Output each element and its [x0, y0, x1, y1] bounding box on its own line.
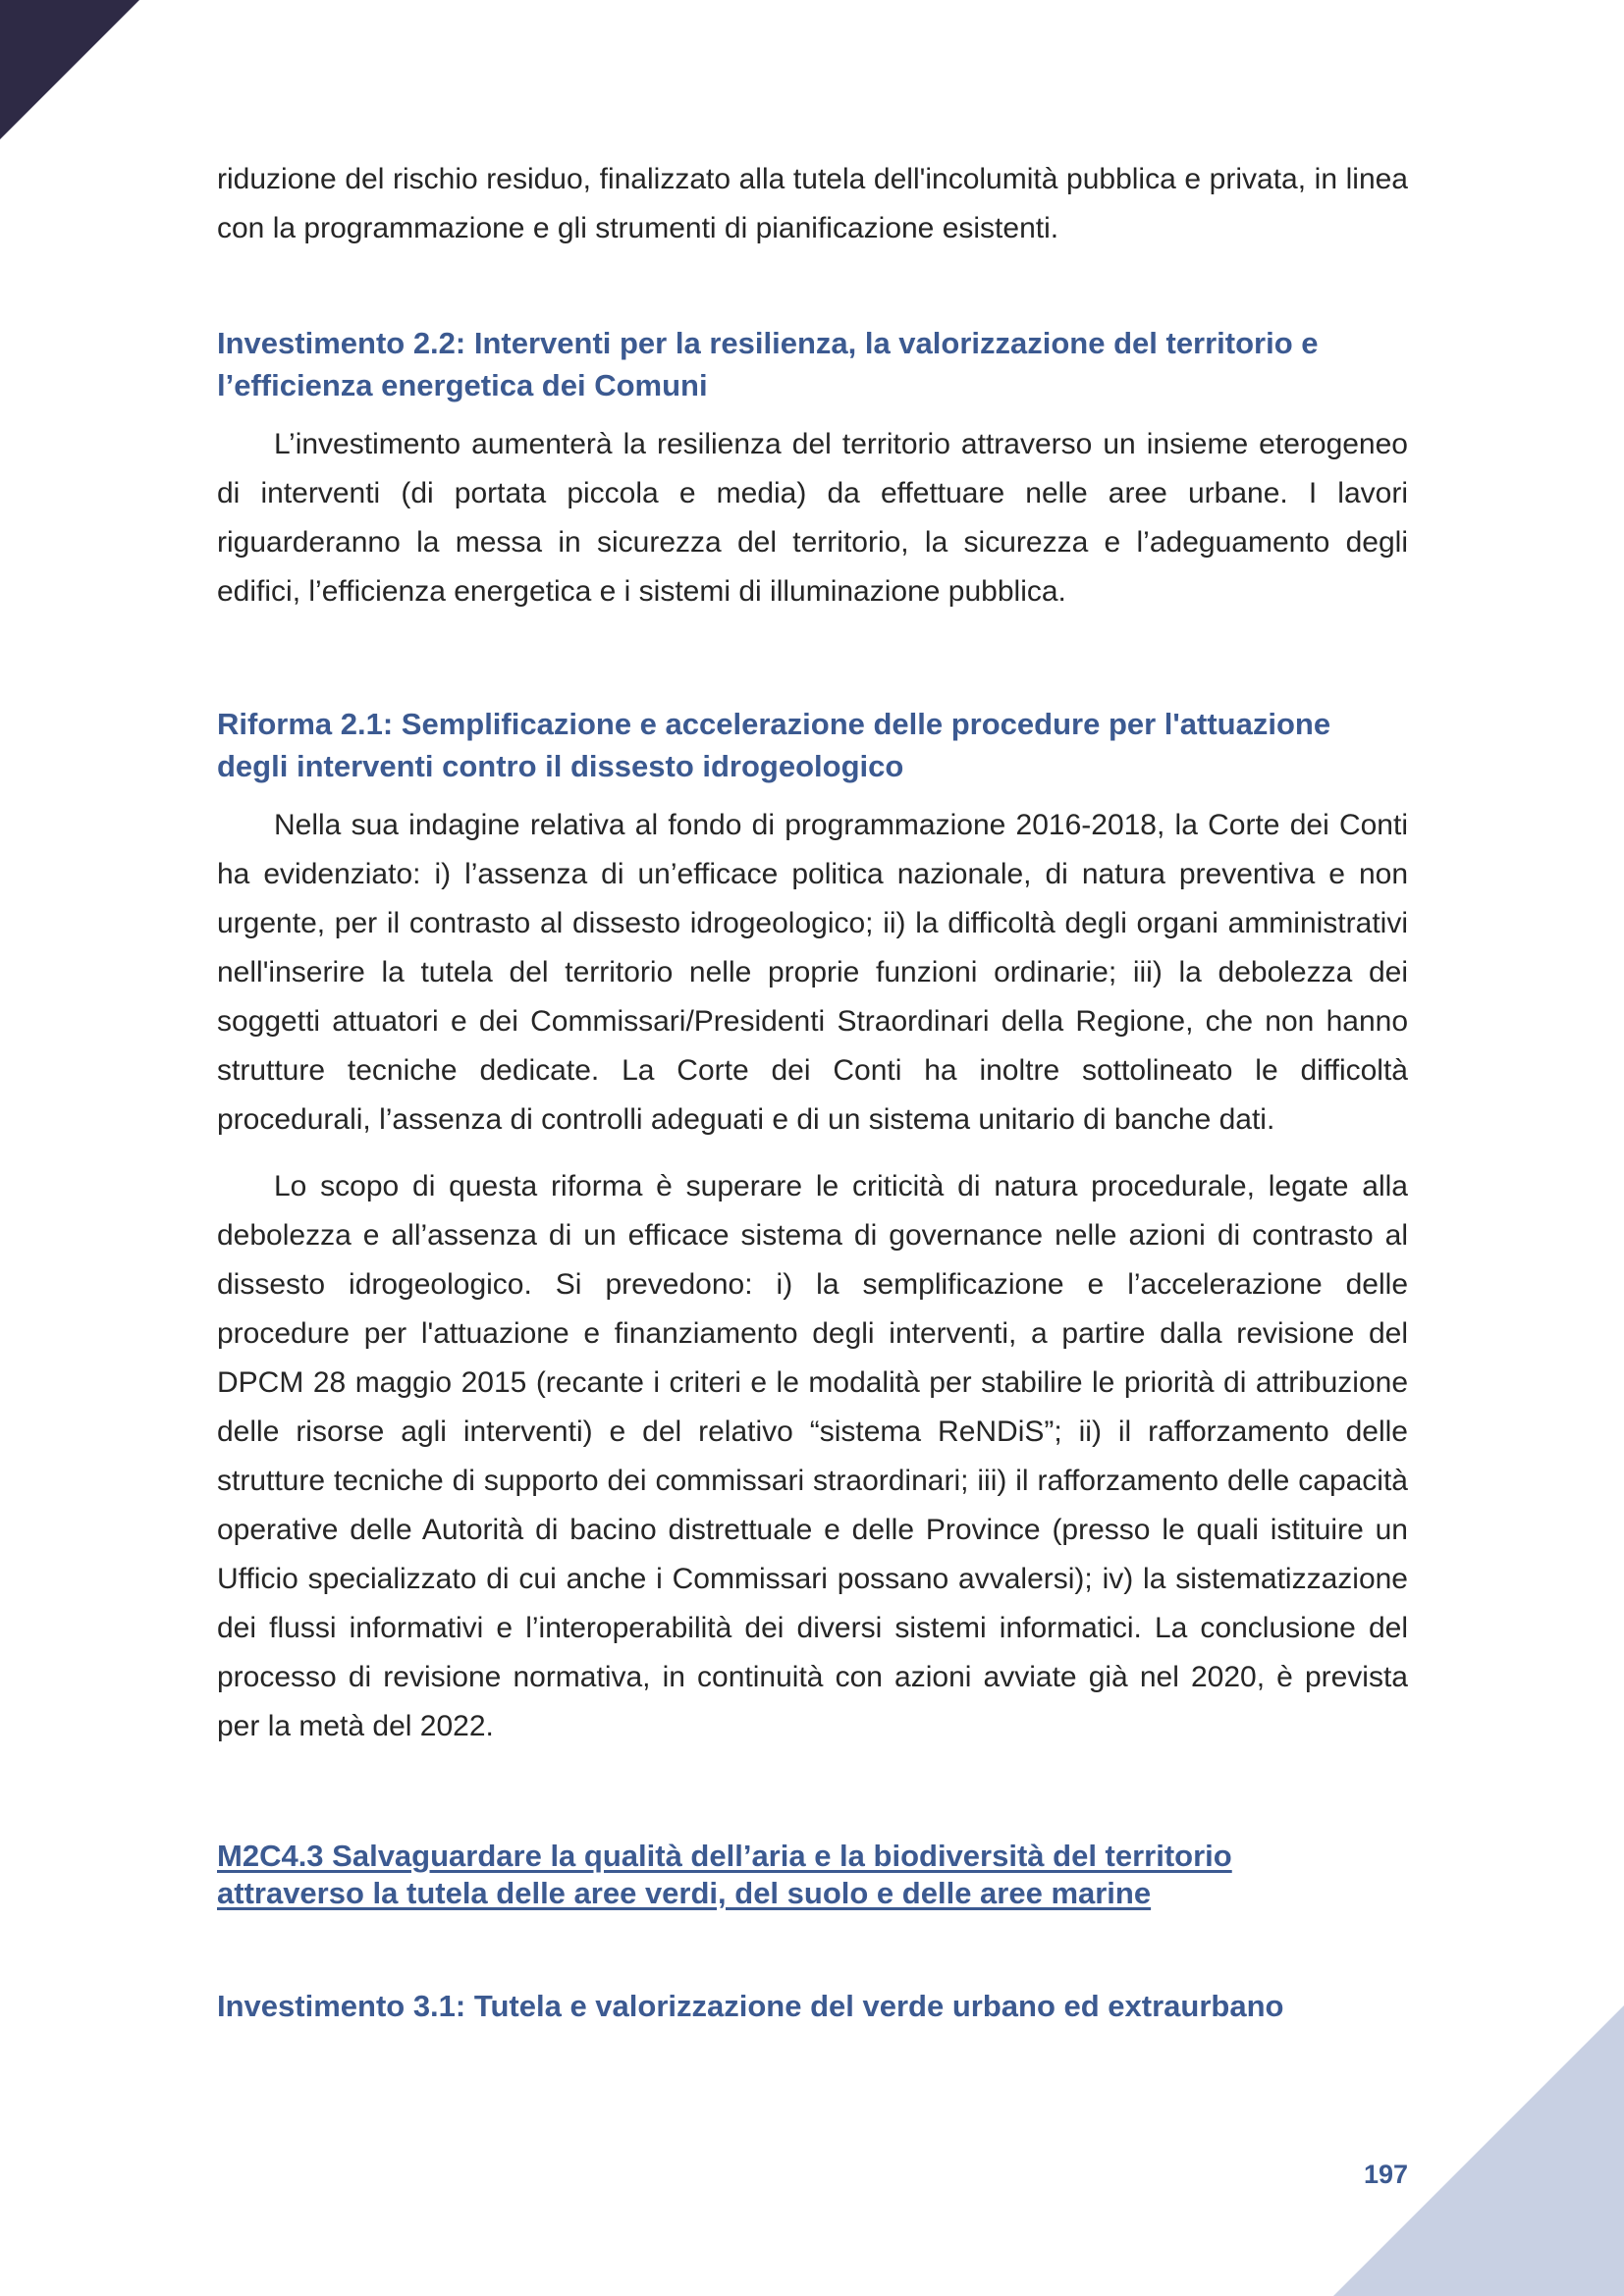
riforma-2-1-heading: Riforma 2.1: Semplificazione e accelerazione delle procedure per l'attuazione degli interventi contro il dissesto idrogeologico	[217, 707, 1331, 783]
riforma-2-1-paragraph-1: Nella sua indagine relativa al fondo di programmazione 2016-2018, la Corte dei Conti ha evidenziato: i) l’assenza di un’efficace politica nazionale, di natura preventiva e non urgente, per il contrasto al dissesto idrogeologico; ii) la difficoltà degli organi amministrativi nell'inserire la tutela del territorio nelle proprie funzioni ordinarie; iii) la debolezza dei soggetti attuatori e dei Commissari/Presidenti Straordinari della Regione, che non hanno strutture tecniche dedicate. La Corte dei Conti ha inoltre sottolineato le difficoltà procedurali, l’assenza di controlli adeguati e di un sistema unitario di banche dati.	[217, 809, 1408, 1136]
corner-decoration-bottom-right	[1333, 2005, 1624, 2296]
m2c4-3-heading-line-2: attraverso la tutela delle aree verdi, del suolo e delle aree marine	[217, 1876, 1152, 1910]
investimento-2-2-paragraph: L’investimento aumenterà la resilienza del territorio attraverso un insieme eterogeneo di interventi (di portata piccola e media) da effettuare nelle aree urbane. I lavori riguarderanno la messa in sicurezza del territorio, la sicurezza e l’adeguamento degli edifici, l’efficienza energetica e i sistemi di illuminazione pubblica.	[217, 428, 1408, 608]
investimento-2-2-heading: Investimento 2.2: Interventi per la resilienza, la valorizzazione del territorio e l’efficienza energetica dei Comuni	[217, 326, 1319, 402]
m2c4-3-heading	[217, 1838, 1408, 1912]
page-number: 197	[1363, 2160, 1408, 2189]
investimento-3-1-heading: Investimento 3.1: Tutela e valorizzazione del verde urbano ed extraurbano	[217, 1989, 1284, 2023]
corner-decoration-top-left	[0, 0, 139, 139]
m2c4-3-heading-line-1: M2C4.3 Salvaguardare la qualità dell’aria e la biodiversità del territorio	[217, 1839, 1232, 1873]
document-body	[217, 155, 1408, 2027]
intro-continuation-paragraph: riduzione del rischio residuo, finalizzato alla tutela dell'incolumità pubblica e privata, in linea con la programmazione e gli strumenti di pianificazione esistenti.	[217, 163, 1408, 244]
riforma-2-1-paragraph-2: Lo scopo di questa riforma è superare le criticità di natura procedurale, legate alla debolezza e all’assenza di un efficace sistema di governance nelle azioni di contrasto al dissesto idrogeologico. Si prevedono: i) la semplificazione e l’accelerazione delle procedure per l'attuazione e finanziamento degli interventi, a partire dalla revisione del DPCM 28 maggio 2015 (recante i criteri e le modalità per stabilire le priorità di attribuzione delle risorse agli interventi) e del relativo “sistema ReNDiS”; ii) il rafforzamento delle strutture tecniche di supporto dei commissari straordinari; iii) il rafforzamento delle capacità operative delle Autorità di bacino distrettuale e delle Province (presso le quali istituire un Ufficio specializzato di cui anche i Commissari possano avvalersi); iv) la sistematizzazione dei flussi informativi e l’interoperabilità dei diversi sistemi informatici. La conclusione del processo di revisione normativa, in continuità con azioni avviate già nel 2020, è prevista per la metà del 2022.	[217, 1170, 1408, 1742]
